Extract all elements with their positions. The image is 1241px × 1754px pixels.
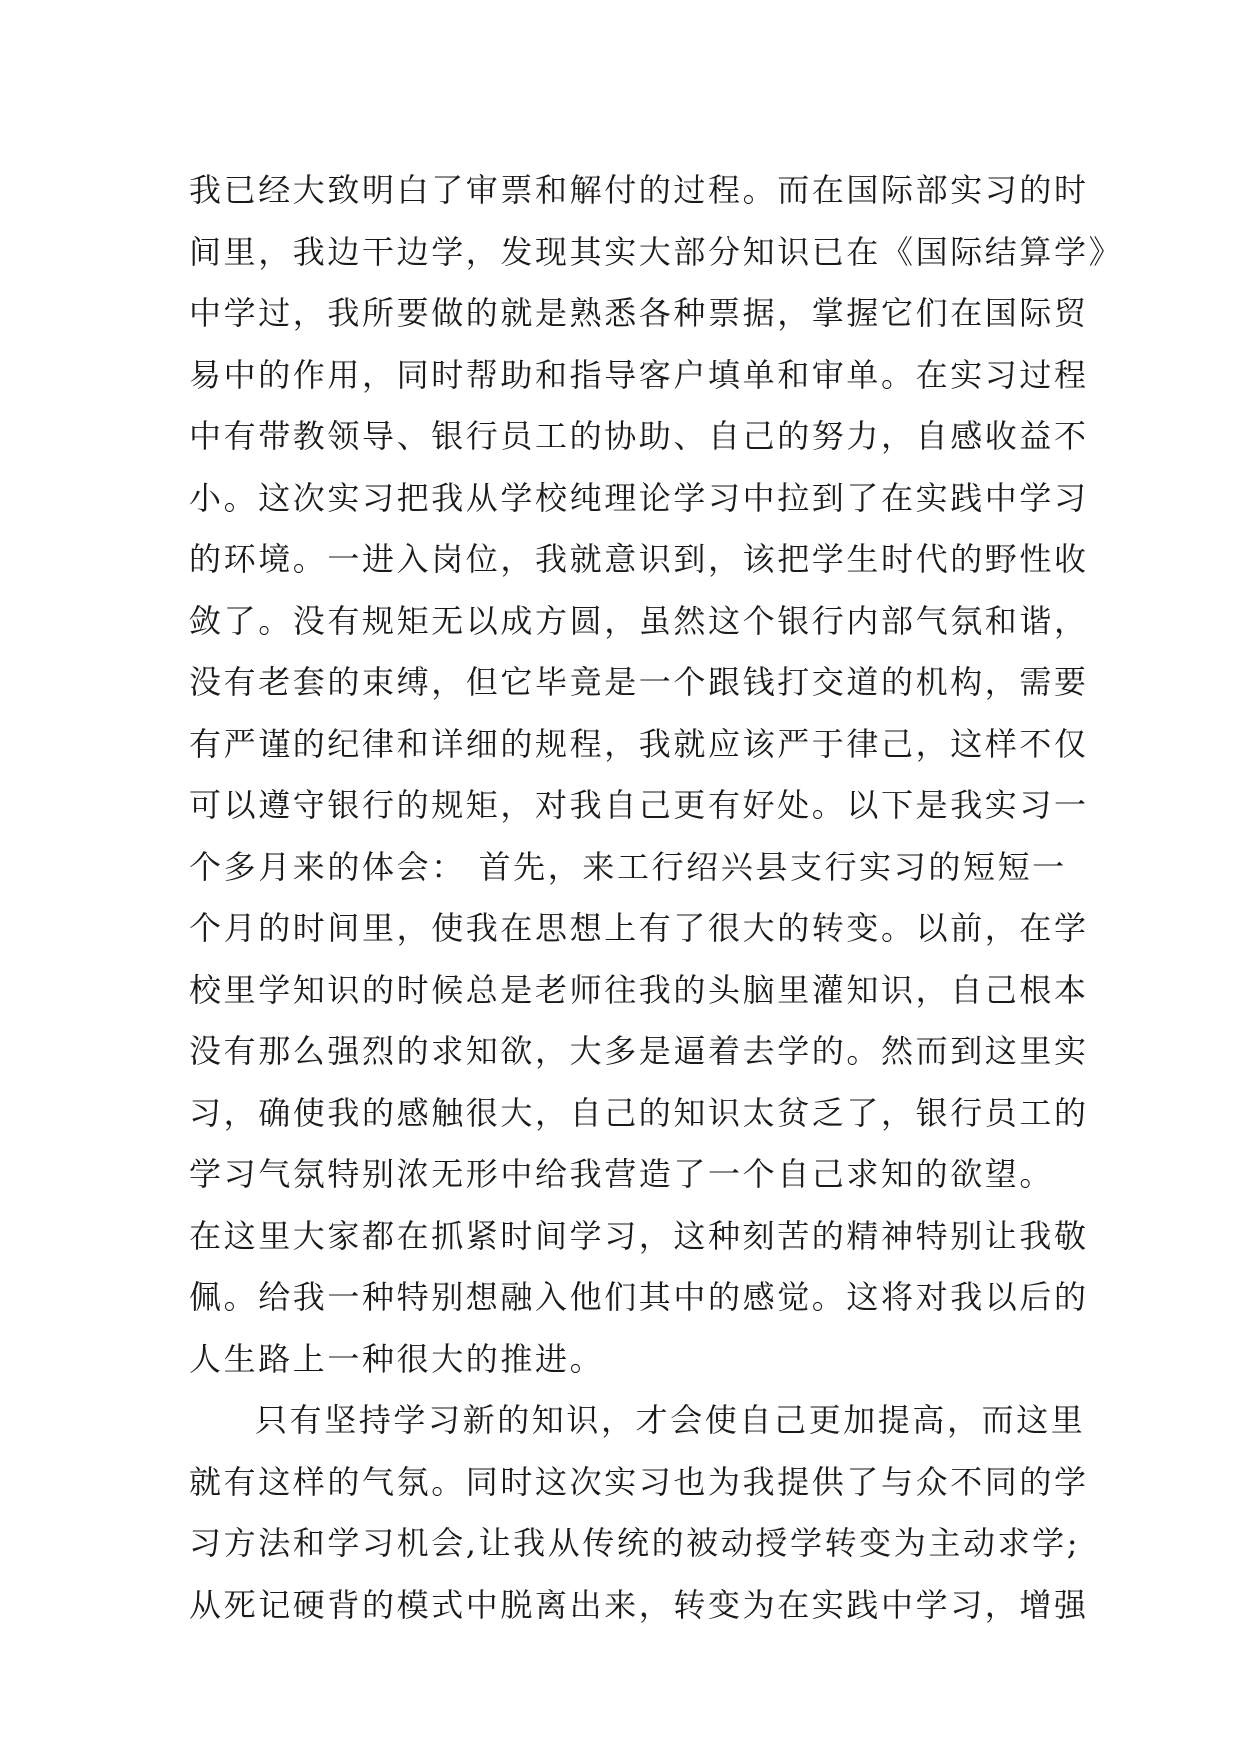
text-line: 学习气氛特别浓无形中给我营造了一个自己求知的欲望。 — [189, 1155, 1055, 1193]
text-line: 的环境。一进入岗位，我就意识到，该把学生时代的野性收 — [189, 540, 1089, 578]
text-line: 习方法和学习机会,让我从传统的被动授学转变为主动求学; — [189, 1524, 1081, 1562]
text-line: 就有这样的气氛。同时这次实习也为我提供了与众不同的学 — [189, 1462, 1089, 1501]
text-line: 我已经大致明白了审票和解付的过程。而在国际部实习的时 — [189, 171, 1089, 209]
text-line: 个月的时间里，使我在思想上有了很大的转变。以前，在学 — [189, 909, 1089, 947]
text-line: 习，确使我的感触很大，自己的知识太贫乏了，银行员工的 — [189, 1093, 1089, 1132]
document-body — [189, 160, 1124, 1636]
paragraph-1 — [189, 160, 1124, 1390]
text-line: 中有带教领导、银行员工的协助、自己的努力，自感收益不 — [189, 417, 1089, 455]
text-line: 佩。给我一种特别想融入他们其中的感觉。这将对我以后的 — [189, 1278, 1089, 1316]
text-line: 校里学知识的时候总是老师往我的头脑里灌知识，自己根本 — [189, 970, 1089, 1009]
text-line: 在这里大家都在抓紧时间学习，这种刻苦的精神特别让我敬 — [189, 1216, 1089, 1255]
text-line: 个多月来的体会： 首先，来工行绍兴县支行实习的短短一 — [189, 847, 1067, 886]
text-line: 中学过，我所要做的就是熟悉各种票据，掌握它们在国际贸 — [189, 294, 1089, 332]
text-line: 小。这次实习把我从学校纯理论学习中拉到了在实践中学习 — [189, 478, 1089, 517]
text-line: 人生路上一种很大的推进。 — [189, 1339, 605, 1378]
text-line: 易中的作用，同时帮助和指导客户填单和审单。在实习过程 — [189, 355, 1089, 394]
text-line: 从死记硬背的模式中脱离出来，转变为在实践中学习，增强 — [189, 1585, 1089, 1624]
text-line: 间里，我边干边学，发现其实大部分知识已在《国际结算学》 — [189, 232, 1124, 271]
text-line: 只有坚持学习新的知识，才会使自己更加提高，而这里 — [255, 1401, 1086, 1439]
paragraph-2 — [189, 1390, 1089, 1636]
text-line: 有严谨的纪律和详细的规程，我就应该严于律己，这样不仅 — [189, 724, 1089, 763]
text-line: 可以遵守银行的规矩，对我自己更有好处。以下是我实习一 — [189, 786, 1089, 824]
text-line: 没有老套的束缚，但它毕竟是一个跟钱打交道的机构，需要 — [189, 663, 1089, 701]
text-line: 没有那么强烈的求知欲，大多是逼着去学的。然而到这里实 — [189, 1032, 1089, 1070]
text-line: 敛了。没有规矩无以成方圆，虽然这个银行内部气氛和谐， — [189, 601, 1089, 640]
